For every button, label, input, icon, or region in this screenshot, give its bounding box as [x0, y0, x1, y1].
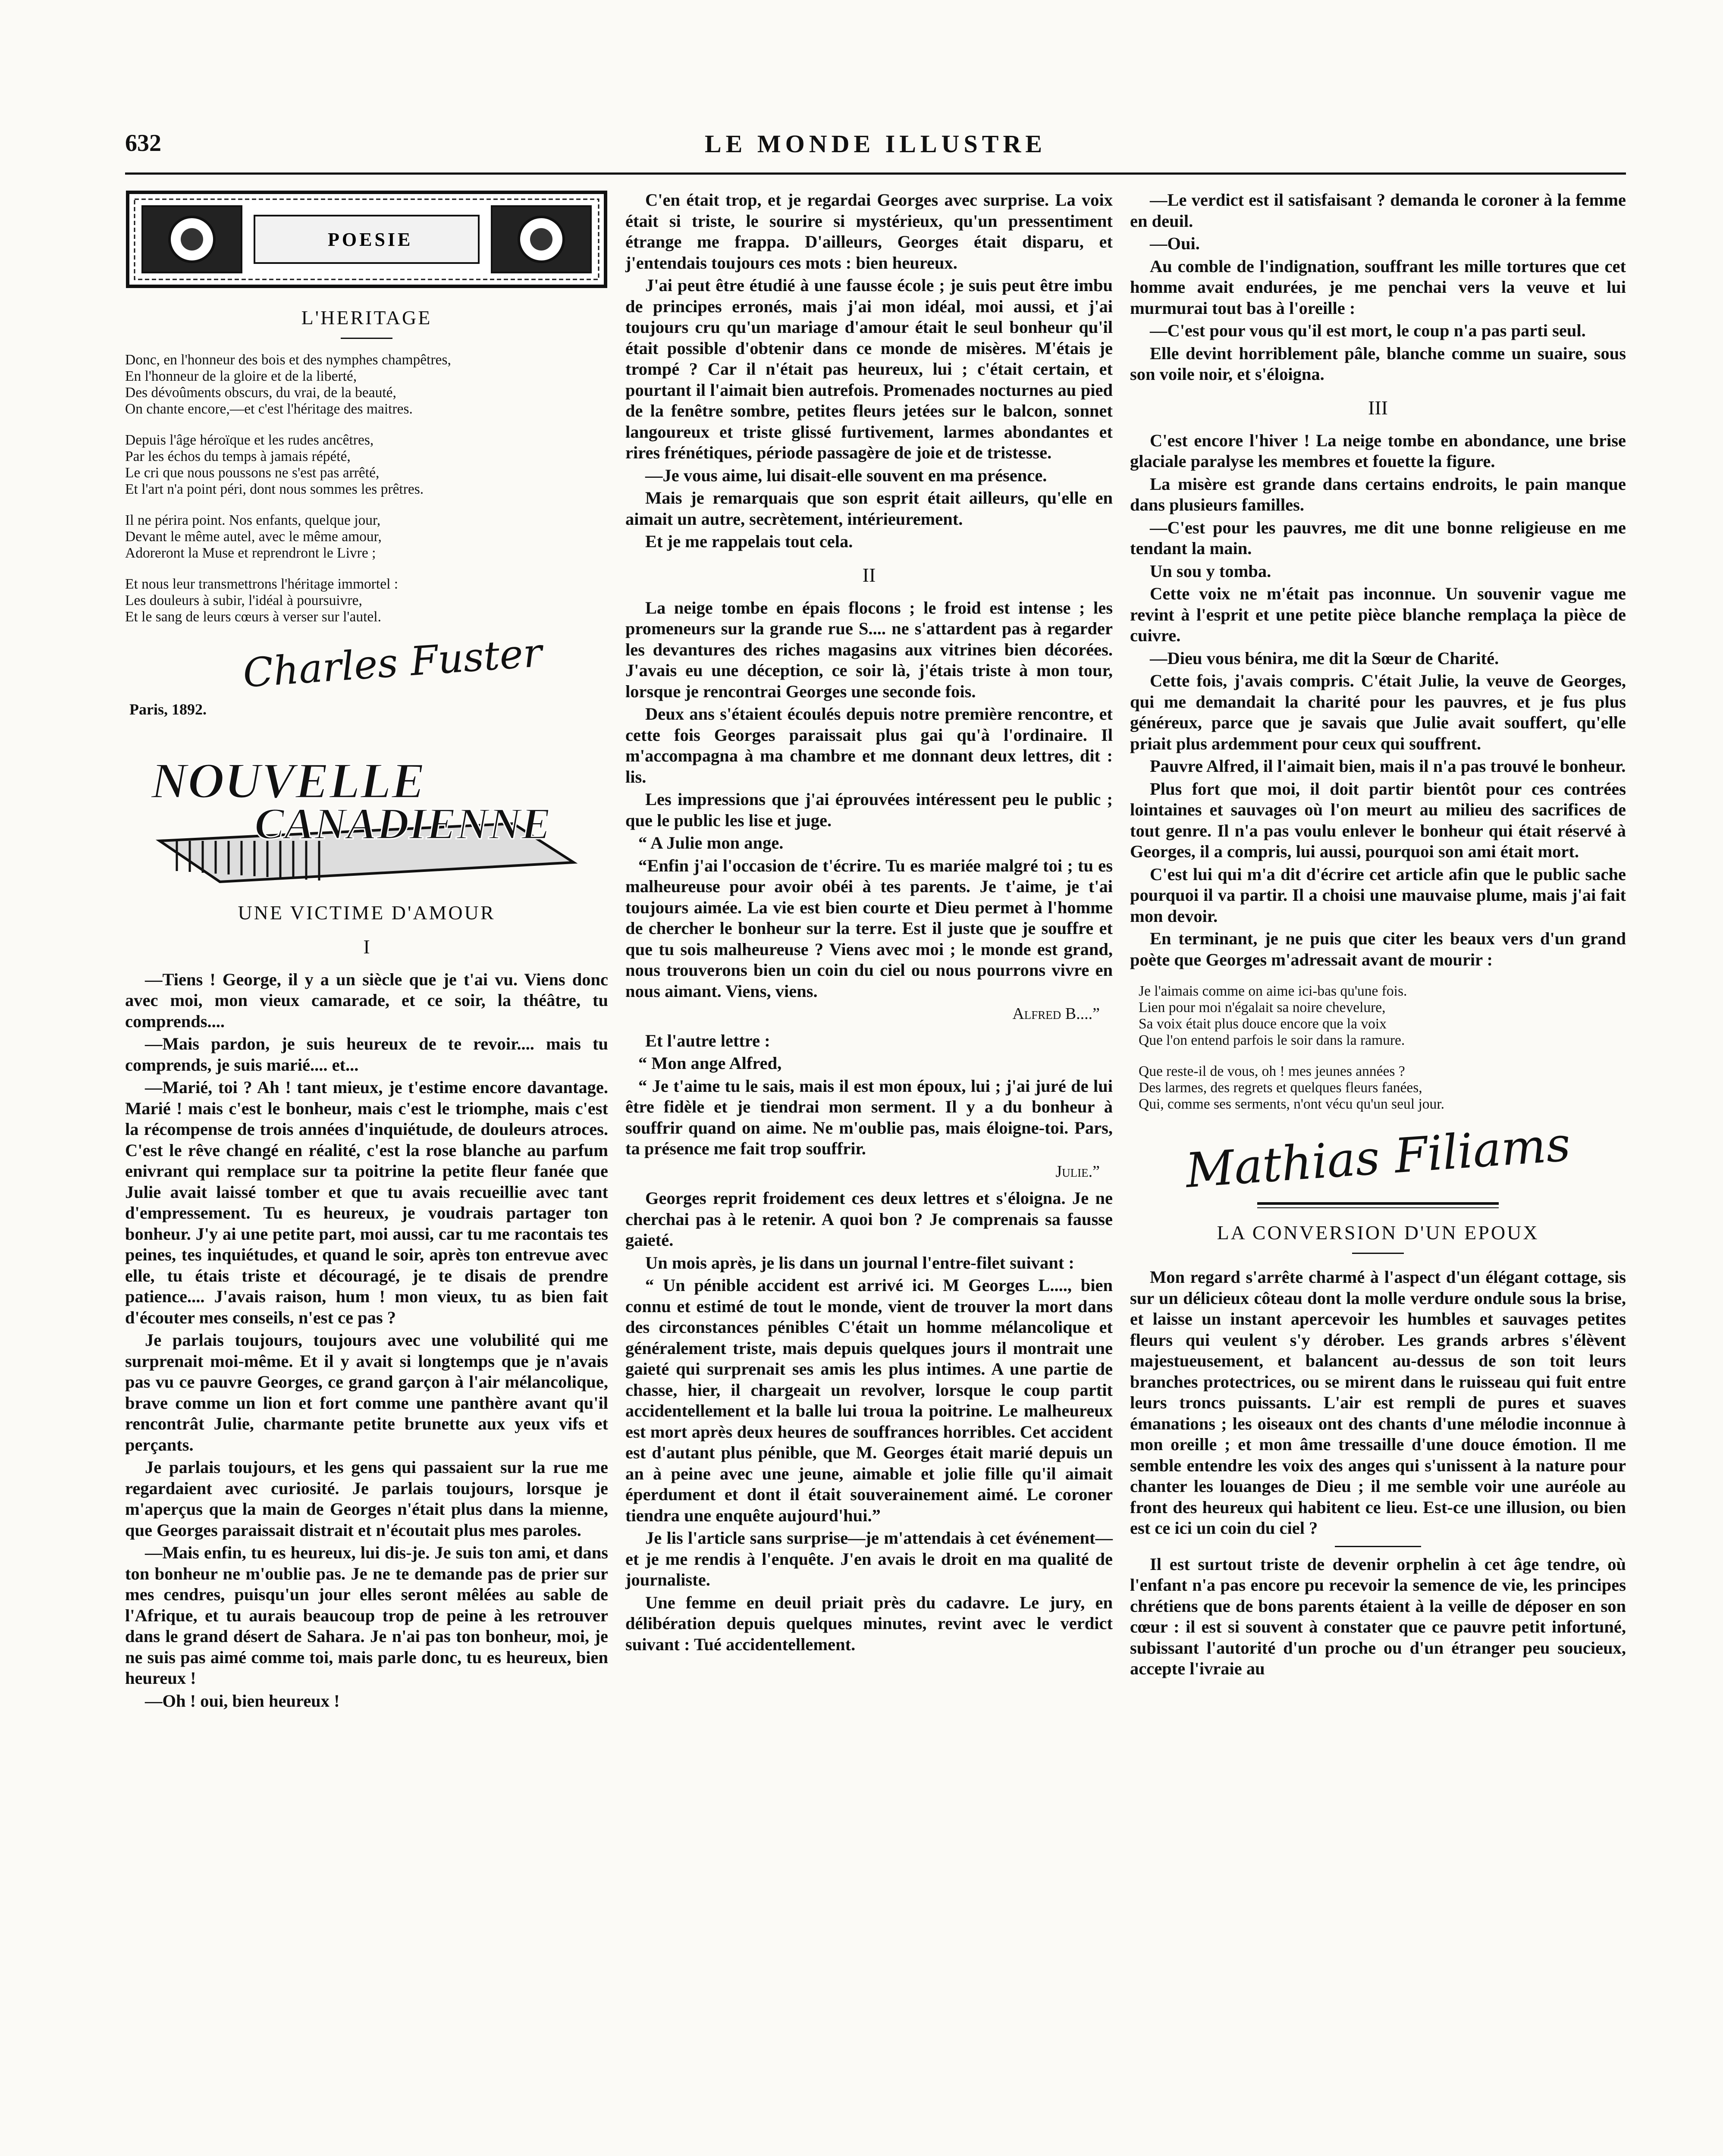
letter-to-alfred [625, 1053, 1113, 1159]
paragraph: —Mais enfin, tu es heureux, lui dis-je. Je suis ton ami, et dans ton bonheur ne m'oublie pas. Je ne te demande pas de prier sur mes cendres, puisqu'un jour elles seront mêlées au sable de l'Afrique, et tu aurais beaucoup trop de peine à les retrouver dans le grand désert de Sahara. Je n'ai pas ton bonheur, moi, je ne suis pas aimé comme toi, mais parle donc, tu es heureux, bien heureux ! [125, 1543, 608, 1688]
verse-line: Par les échos du temps à jamais répété, [125, 448, 351, 464]
verse-line: Le cri que nous poussons ne s'est pas arrêté, [125, 465, 380, 481]
letter-signature-alfred: Alfred B....” [1012, 1005, 1100, 1023]
paragraph: J'ai peut être étudié à une fausse école ; je suis peut être imbu de principes erronés, mais j'ai mon idéal, moi aussi, et j'ai toujours cru qu'un mariage d'amour était le seul bonheur qu'il était possible d'obtenir dans ce monde de misères. M'étais je trompé ? Car il n'était pas heureux, lui ; c'était certain, et pourtant il l'aimait bien autrefois. Promenades nocturnes au pied de la fenêtre sombre, petites fleurs jetées sur le balcon, sonnet langoureux et triste glissé furtivement, larmes abondantes et rires frénétiques, période passagère de joie et de tristesse. [625, 276, 1113, 462]
paragraph: —Je vous aime, lui disait-elle souvent en ma présence. [645, 465, 1047, 485]
verse-line: Depuis l'âge héroïque et les rudes ancêtres, [125, 432, 374, 448]
section-heading-three: III [1368, 396, 1388, 419]
verse-line: Devant le même autel, avec le même amour, [125, 529, 382, 545]
column-2 [625, 190, 1113, 1657]
paragraph: —Dieu vous bénira, me dit la Sœur de Charité. [1150, 648, 1499, 668]
stanza [1139, 983, 1626, 1049]
paragraph: Un sou y tomba. [1150, 561, 1271, 581]
title-rule [341, 338, 392, 339]
verse-line: Donc, en l'honneur des bois et des nymphes champêtres, [125, 352, 451, 368]
verse-line: Lien pour moi n'égalait sa noire chevelure, [1139, 1000, 1386, 1015]
page-header [125, 129, 1626, 164]
story-body-col2b [625, 598, 1113, 831]
paragraph: Cette voix ne m'était pas inconnue. Un souvenir vague me revint à l'esprit et une petite pièce blanche remplaça la pièce de cuivre. [1130, 584, 1626, 645]
paragraph: Je parlais toujours, toujours avec une volubilité qui me surprenait moi-même. Et il y avait si longtemps que je n'avais pas vu ce pauvre Georges, ce grand garçon à l'air mélancolique, brave comme un lion et fort comme une panthère avant qu'il rencontrât Julie, charmante petite brunette aux yeux vifs et perçants. [125, 1330, 608, 1454]
story-body-col2a [625, 190, 1113, 552]
verse-line: Adoreront la Muse et reprendront le Livre ; [125, 545, 376, 561]
paragraph: Cette fois, j'avais compris. C'était Julie, la veuve de Georges, qui me demandait la charité pour les pauvres, et je fus plus généreux, parce que je savais que Julie avait souffert, qu'elle priait plus ardemment pour ceux qui souffrent. [1130, 671, 1626, 753]
paragraph: —Oh ! oui, bien heureux ! [145, 1691, 340, 1711]
paragraph: —Oui. [1150, 234, 1200, 253]
paragraph: Elle devint horriblement pâle, blanche comme un suaire, sous son voile noir, et s'éloigna. [1130, 343, 1626, 384]
stanza [125, 576, 608, 625]
paragraph: Il est surtout triste de devenir orphelin à cet âge tendre, où l'enfant n'a pas encore pu recevoir la semence de vie, les principes chrétiens que de bons parents étaient à la veille de déposer en son cœur : il est si souvent à constater que ce pauvre petit infortuné, subissant l'autorité d'un proche ou d'un étranger peu soucieux, accepte l'ivraie au [1130, 1554, 1626, 1678]
section-heading-two: II [862, 564, 876, 586]
paragraph: Et je me rappelais tout cela. [645, 532, 853, 551]
stanza [125, 432, 608, 498]
paragraph: Et l'autre lettre : [645, 1031, 770, 1050]
letter-paragraph: “ Je t'aime tu le sais, mais il est mon époux, lui ; j'ai juré de lui être fidèle et je tiendrai mon serment. Il y a du bonheur à souffrir quand on aime. Ne m'oublie pas, mais éloigne-toi. Pars, ta présence me fait trop souffrir. [625, 1076, 1113, 1158]
nouvelle-word: NOUVELLE [151, 752, 425, 809]
paragraph: Je lis l'article sans surprise—je m'attendais à cet événement—et je me rendis à l'enquête. J'en avais le droit en ma qualité de journaliste. [625, 1528, 1113, 1589]
poesie-banner [125, 190, 608, 289]
story-body-col3b [1130, 430, 1626, 971]
paragraph: Une femme en deuil priait près du cadavre. Le jury, en délibération depuis quelques minutes, revint avec le verdict suivant : Tué accidentellement. [625, 1592, 1113, 1654]
verse-line: Des larmes, des regrets et quelques fleurs fanées, [1139, 1080, 1422, 1096]
stanza [1139, 1063, 1626, 1112]
story2-title: LA CONVERSION D'UN EPOUX [1217, 1222, 1539, 1244]
paragraph: La misère est grande dans certains endroits, le pain manque dans plusieurs familles. [1130, 474, 1626, 514]
poesie-label: POESIE [328, 229, 413, 250]
paragraph: —C'est pour vous qu'il est mort, le coup n'a pas parti seul. [1150, 321, 1586, 340]
verse-line: En l'honneur de la gloire et de la liberté, [125, 368, 357, 384]
paragraph: —Le verdict est il satisfaisant ? demanda le coroner à la femme en deuil. [1130, 190, 1626, 231]
paragraph-rule [1335, 1546, 1421, 1547]
paragraph: Un mois après, je lis dans un journal l'entre-filet suivant : [645, 1253, 1074, 1272]
letter-paragraph: “ Mon ange Alfred, [638, 1053, 782, 1073]
paragraph: Pauvre Alfred, il l'aimait bien, mais il n'a pas trouvé le bonheur. [1150, 756, 1626, 776]
letter-paragraph: “ A Julie mon ange. [638, 833, 784, 852]
column-1 [125, 190, 608, 1713]
verse-line: On chante encore,—et c'est l'héritage des maitres. [125, 401, 413, 417]
paragraph: Deux ans s'étaient écoulés depuis notre première rencontre, et cette fois Georges paraissait plus gai qu'à l'ordinaire. Il m'accompagna à ma chambre et me donnant deux lettres, dit : lis. [625, 704, 1113, 787]
verse-line: Que reste-il de vous, oh ! mes jeunes années ? [1139, 1063, 1405, 1079]
paragraph: —Mais pardon, je suis heureux de te revoir.... mais tu comprends, je suis marié.... et... [125, 1034, 608, 1075]
verse-line: Et le sang de leurs cœurs à verser sur l'autel. [125, 609, 381, 625]
poet-signature: Charles Fuster [241, 629, 544, 697]
paragraph: Au comble de l'indignation, souffrant les mille tortures que cet homme avait endurées, je me penchai vers la veuve et lui murmurai tout bas à l'oreille : [1130, 256, 1626, 318]
column-3 [1130, 190, 1626, 1681]
page-number: 632 [125, 130, 161, 157]
verse-line: Sa voix était plus douce encore que la voix [1139, 1016, 1387, 1032]
story-body-col2c [625, 1188, 1113, 1655]
verse-line: Je l'aimais comme on aime ici-bas qu'une fois. [1139, 983, 1407, 999]
stanza [125, 352, 608, 417]
paragraph: En terminant, je ne puis que citer les beaux vers d'un grand poète que Georges m'adressait avant de mourir : [1130, 929, 1626, 969]
title-rule [1352, 1253, 1404, 1254]
verse-line: Il ne périra point. Nos enfants, quelque jour, [125, 512, 381, 528]
verse-line: Les douleurs à subir, l'idéal à poursuivre, [125, 592, 362, 608]
verse-line: Des dévoûments obscurs, du vrai, de la beauté, [125, 385, 396, 401]
paragraph: —Marié, toi ? Ah ! tant mieux, je t'estime encore davantage. Marié ! mais c'est le bonheur, mais c'est le triomphe, mais c'est la récompense de trois années d'inquiétude, de douleurs atroces. C'est le rêve changé en réalité, c'est la rose blanche au parfum enivrant qui remplace sur ta poitrine la petite fleur fanée que Julie avait laissé tomber et que tu avais recueillie avec tant d'empressement. Tu es heureux, je voudrais partager ton bonheur. J'y ai une petite part, moi aussi, car tu me racontais tes peines, tes inquiétudes, et quand le soir, après ton entrevue avec elle, tu étais triste et découragé, je te disais de prendre patience.... J'avais raison, hum ! mon vieux, tu as bien fait d'écouter mes conseils, n'est ce pas ? [125, 1078, 608, 1327]
article-divider [1257, 1202, 1499, 1208]
paragraph: C'est lui qui m'a dit d'écrire cet article afin que le public sache pourquoi il va partir. Il a choisi une mauvaise plume, mais j'ai fait mon devoir. [1130, 864, 1626, 926]
canadienne-word: CANADIENNE [254, 799, 551, 849]
stanza [125, 512, 608, 561]
story-body-col1 [125, 969, 608, 1712]
verse-line: Et nous leur transmettrons l'héritage immortel : [125, 576, 399, 592]
poem-body [125, 352, 608, 625]
paragraph: La neige tombe en épais flocons ; le froid est intense ; les promeneurs sur la grande rue S.... ne s'attardent pas à regarder les devantures des riches magasins aux vitrines bien décorées. J'avais eu une déception, ce soir là, j'étais triste à mon tour, lorsque je rencontrai Georges une seconde fois. [625, 598, 1113, 701]
verse-line: Qui, comme ses serments, n'ont vécu qu'un seul jour. [1139, 1096, 1444, 1112]
nouvelle-canadienne-banner [125, 733, 608, 888]
author-signature: Mathias Filiams [1183, 1116, 1572, 1199]
paragraph: —Tiens ! George, il y a un siècle que je t'ai vu. Viens donc avec moi, mon vieux camarade, et ce soir, la théâtre, tu comprends.... [125, 969, 608, 1031]
poem-title: L'HERITAGE [301, 307, 432, 329]
place-date: Paris, 1892. [129, 701, 207, 718]
verse-line: Que l'on entend parfois le soir dans la ramure. [1139, 1032, 1405, 1048]
masthead: LE MONDE ILLUSTRE [704, 130, 1047, 158]
paragraph: —C'est pour les pauvres, me dit une bonne religieuse en me tendant la main. [1130, 517, 1626, 558]
paragraph: Mon regard s'arrête charmé à l'aspect d'un élégant cottage, sis sur un délicieux côteau dont la molle verdure ondule sous la brise, et laisse un instant apercevoir les humbles et sauvages petites fleurs qui veulent s'y dérober. Les grands arbres s'élèvent majestueusement, et balancent au-dessus de son toit leurs branches protectrices, ou se mirent dans le ruisseau qui fuit entre leurs troncs puissants. L'air est rempli de pures et suaves émanations ; les oiseaux ont des chants d'une mélodie inconnue à mon oreille ; et mon âme tressaille d'une douce émotion. Il me semble entendre les voix des anges qui s'unissent à la nature pour chanter les louanges de Dieu ; il me semble voir une auréole au front des heureux qui habitent ce lieu. Est-ce une illusion, ou bien est ce ici un coin du ciel ? [1130, 1267, 1626, 1538]
paragraph: Les impressions que j'ai éprouvées intéressent peu le public ; que le public les lise et juge. [625, 790, 1113, 830]
paragraph: Plus fort que moi, il doit partir bientôt pour ces contrées lointaines et sauvages où l'on meurt au milieu des sacrifices de tout genre. Il n'a pas voulu enlever le bonheur qui était réservé à Georges, il a compris, lui aussi, pourquoi son ami était mort. [1130, 779, 1626, 861]
quoted-verses [1139, 983, 1626, 1112]
paragraph: Mais je remarquais que son esprit était ailleurs, qu'elle en aimait un autre, secrètement, intérieurement. [625, 488, 1113, 529]
paragraph: Je parlais toujours, et les gens qui passaient sur la rue me regardaient avec curiosité. Je parlais toujours, lorsque je m'aperçus que la main de Georges n'était plus dans la mienne, que Georges paraissait distrait et n'écoutait plus mes paroles. [125, 1457, 608, 1540]
paragraph: C'en était trop, et je regardai Georges avec surprise. La voix était si triste, le sourire si mystérieux, qu'un pressentiment étrange me frappa. D'ailleurs, Georges était disparu, et j'entendais toujours ces mots : bien heureux. [625, 190, 1113, 273]
story-title: UNE VICTIME D'AMOUR [238, 901, 496, 924]
paragraph: C'est encore l'hiver ! La neige tombe en abondance, une brise glaciale paralyse les membres et fouette la figure. [1130, 430, 1626, 471]
header-rule [125, 172, 1626, 175]
story-body-col3a [1130, 190, 1626, 385]
paragraph: Georges reprit froidement ces deux lettres et s'éloigna. Je ne cherchai pas à le retenir. A quoi bon ? Je comprenais sa fausse gaieté. [625, 1188, 1113, 1250]
section-heading-one: I [363, 935, 370, 958]
verse-line: Et l'art n'a point péri, dont nous sommes les prêtres. [125, 481, 424, 497]
letter-signature-julie: Julie.” [1055, 1162, 1100, 1181]
paragraph: “ Un pénible accident est arrivé ici. M Georges L...., bien connu et estimé de tout le monde, vient de trouver la mort dans des circonstances pénibles C'était un homme mélancolique et généralement triste, mais depuis quelques jours il montrait une gaieté qui surprenait ses amis les plus intimes. A une partie de chasse, hier, il chargeait un revolver, lorsque le coup partit accidentellement et la balle lui troua la poitrine. Le malheureux est mort après deux heures de souffrances horribles. Cet accident est d'autant plus pénible, que M. Georges était marié depuis un an à peine avec une jeune, aimable et jolie fille qu'il aimait éperdument et dont il était souverainement aimé. Le coroner tiendra une enquête aujourd'hui.” [625, 1275, 1113, 1525]
letter-paragraph: “Enfin j'ai l'occasion de t'écrire. Tu es mariée malgré toi ; tu es malheureuse pour avoir obéi à tes parents. Je t'aime, je t'ai toujours aimée. La vie est bien courte et Dieu permet à l'homme de chercher le bonheur sur la terre. Est il juste que je souffre et que tu sois malheureuse ? Viens avec moi ; le monde est grand, nous trouverons bien un coin du ciel ou nous pourrons vivre en nous aimant. Viens, viens. [625, 856, 1113, 1001]
story2-body [1130, 1267, 1626, 1680]
letter-to-julie [625, 833, 1113, 1002]
